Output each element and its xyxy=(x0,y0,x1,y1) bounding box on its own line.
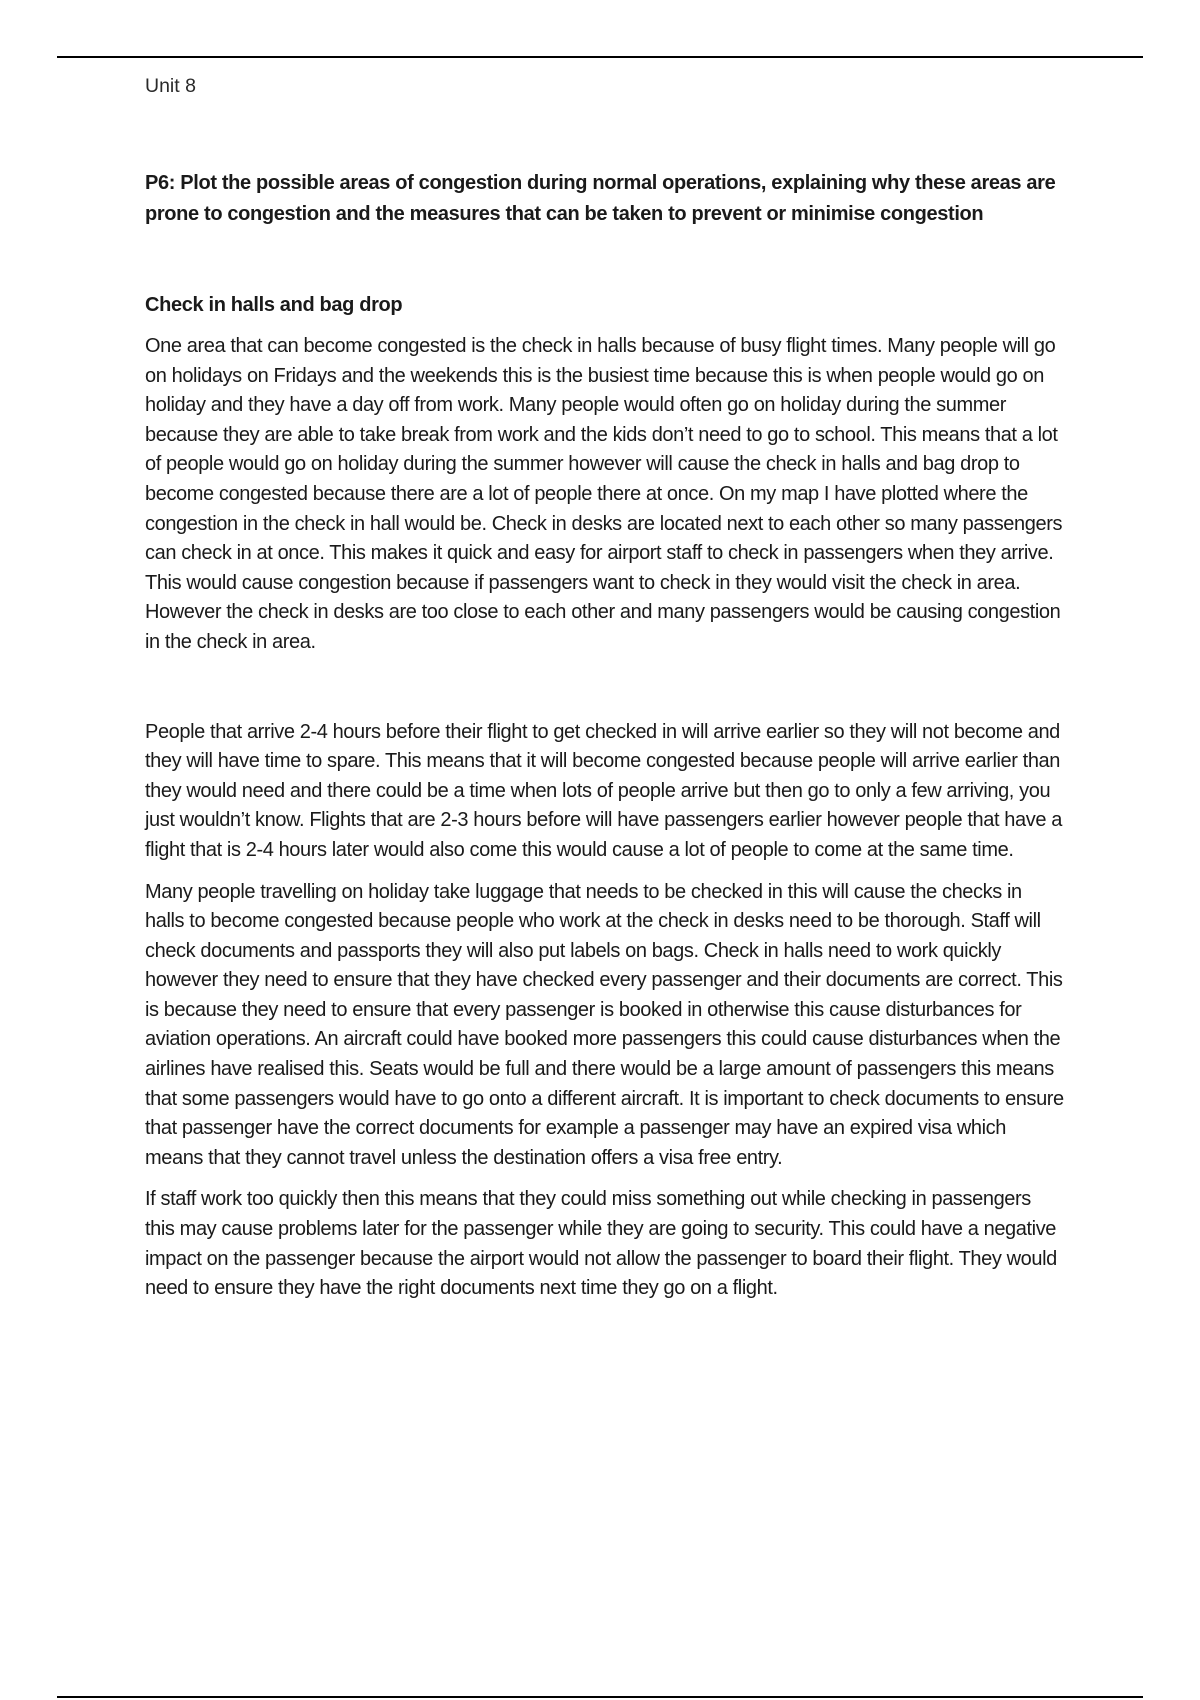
section-heading: Check in halls and bag drop xyxy=(145,294,403,316)
header-divider xyxy=(57,56,1143,58)
paragraph-3: Many people travelling on holiday take luggage that needs to be checked in this will cause the checks in halls to become congested because people who work at the check in desks need to be thorough. Staff will check documents and passports they will also put labels on bags. Check in halls need to work quickly however they need to ensure that they have checked every passenger and their documents are correct. This is because they need to ensure that every passenger is booked in otherwise this cause disturbances for aviation operations. An aircraft could have booked more passengers this could cause disturbances when the airlines have realised this. Seats would be full and there would be a large amount of passengers this means that some passengers would have to go onto a different aircraft. It is important to check documents to ensure that passenger have the correct documents for example a passenger may have an expired visa which means that they cannot travel unless the destination offers a visa free entry. xyxy=(145,880,1064,1169)
assignment-question: P6: Plot the possible areas of congestion during normal operations, explaining why these areas are prone to congestion and the measures that can be taken to prevent or minimise congestion xyxy=(145,172,1056,225)
paragraph-1: One area that can become congested is the check in halls because of busy flight times. Many people will go on holidays on Fridays and the weekends this is the busiest time because this is when people would go on holiday and they have a day off from work. Many people would often go on holiday during the summer because they are able to take break from work and the kids don’t need to go to school. This means that a lot of people would go on holiday during the summer however will cause the check in halls and bag drop to become congested because there are a lot of people there at once. On my map I have plotted where the congestion in the check in hall would be. Check in desks are located next to each other so many passengers can check in at once. This makes it quick and easy for airport staff to check in passengers when they arrive. This would cause congestion because if passengers want to check in they would visit the check in area. However the check in desks are too close to each other and many passengers would be causing congestion in the check in area. xyxy=(145,335,1063,653)
paragraph-4: If staff work too quickly then this means that they could miss something out while checking in passengers this may cause problems later for the passenger while they are going to security. This could have a negative impact on the passenger because the airport would not allow the passenger to board their flight. They would need to ensure they have the right documents next time they go on a flight. xyxy=(145,1188,1057,1300)
footer-divider xyxy=(57,1696,1143,1698)
document-body xyxy=(145,72,1065,1304)
unit-label: Unit 8 xyxy=(145,75,196,97)
paragraph-2: People that arrive 2-4 hours before their flight to get checked in will arrive earlier so they will not become and they will have time to spare. This means that it will become congested because people will arrive earlier than they would need and there could be a time when lots of people arrive but then go to only a few arriving, you just wouldn’t know. Flights that are 2-3 hours before will have passengers earlier however people that have a flight that is 2-4 hours later would also come this would cause a lot of people to come at the same time. xyxy=(145,720,1062,861)
